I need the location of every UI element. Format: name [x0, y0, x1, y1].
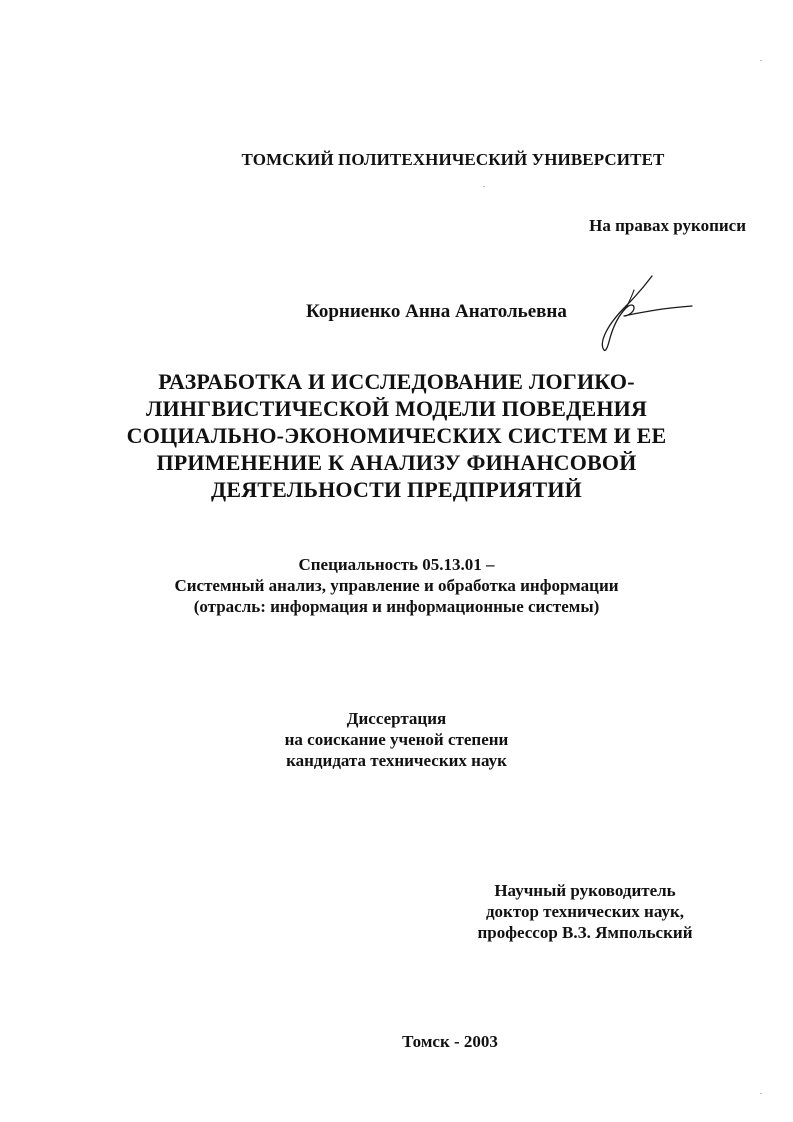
- city-year: Томск - 2003: [402, 1032, 498, 1051]
- title-line: ДЕЯТЕЛЬНОСТИ ПРЕДПРИЯТИЙ: [211, 477, 582, 502]
- title-line: ПРИМЕНЕНИЕ К АНАЛИЗУ ФИНАНСОВОЙ: [156, 450, 637, 475]
- scan-speck: [760, 60, 762, 61]
- advisor-name: профессор В.З. Ямпольский: [477, 923, 693, 942]
- dissertation-degree-block: [0, 708, 793, 771]
- specialty-name: Системный анализ, управление и обработка информации: [174, 576, 619, 595]
- university-name: ТОМСКИЙ ПОЛИТЕХНИЧЕСКИЙ УНИВЕРСИТЕТ: [241, 150, 665, 169]
- specialty-branch: (отрасль: информация и информационные системы): [193, 597, 600, 616]
- rights-note: На правах рукописи: [589, 216, 746, 235]
- advisor-label: Научный руководитель: [494, 881, 676, 900]
- advisor-degree: доктор технических наук,: [485, 902, 685, 921]
- advisor-block: [435, 880, 735, 943]
- title-line: РАЗРАБОТКА И ИССЛЕДОВАНИЕ ЛОГИКО-: [158, 369, 635, 394]
- dissertation-label: Диссертация: [346, 709, 447, 728]
- dissertation-title: [0, 368, 793, 503]
- degree-name: кандидата технических наук: [286, 751, 507, 770]
- handwritten-signature: [596, 272, 696, 358]
- scan-speck: [760, 1093, 762, 1094]
- title-line: ЛИНГВИСТИЧЕСКОЙ МОДЕЛИ ПОВЕДЕНИЯ: [145, 396, 648, 421]
- author-name: Корниенко Анна Анатольевна: [306, 301, 567, 322]
- title-line: СОЦИАЛЬНО-ЭКОНОМИЧЕСКИХ СИСТЕМ И ЕЕ: [126, 423, 667, 448]
- degree-purpose: на соискание ученой степени: [284, 730, 509, 749]
- scan-speck: [483, 186, 485, 187]
- specialty-code: Специальность 05.13.01 –: [298, 555, 495, 574]
- specialty-block: [0, 554, 793, 617]
